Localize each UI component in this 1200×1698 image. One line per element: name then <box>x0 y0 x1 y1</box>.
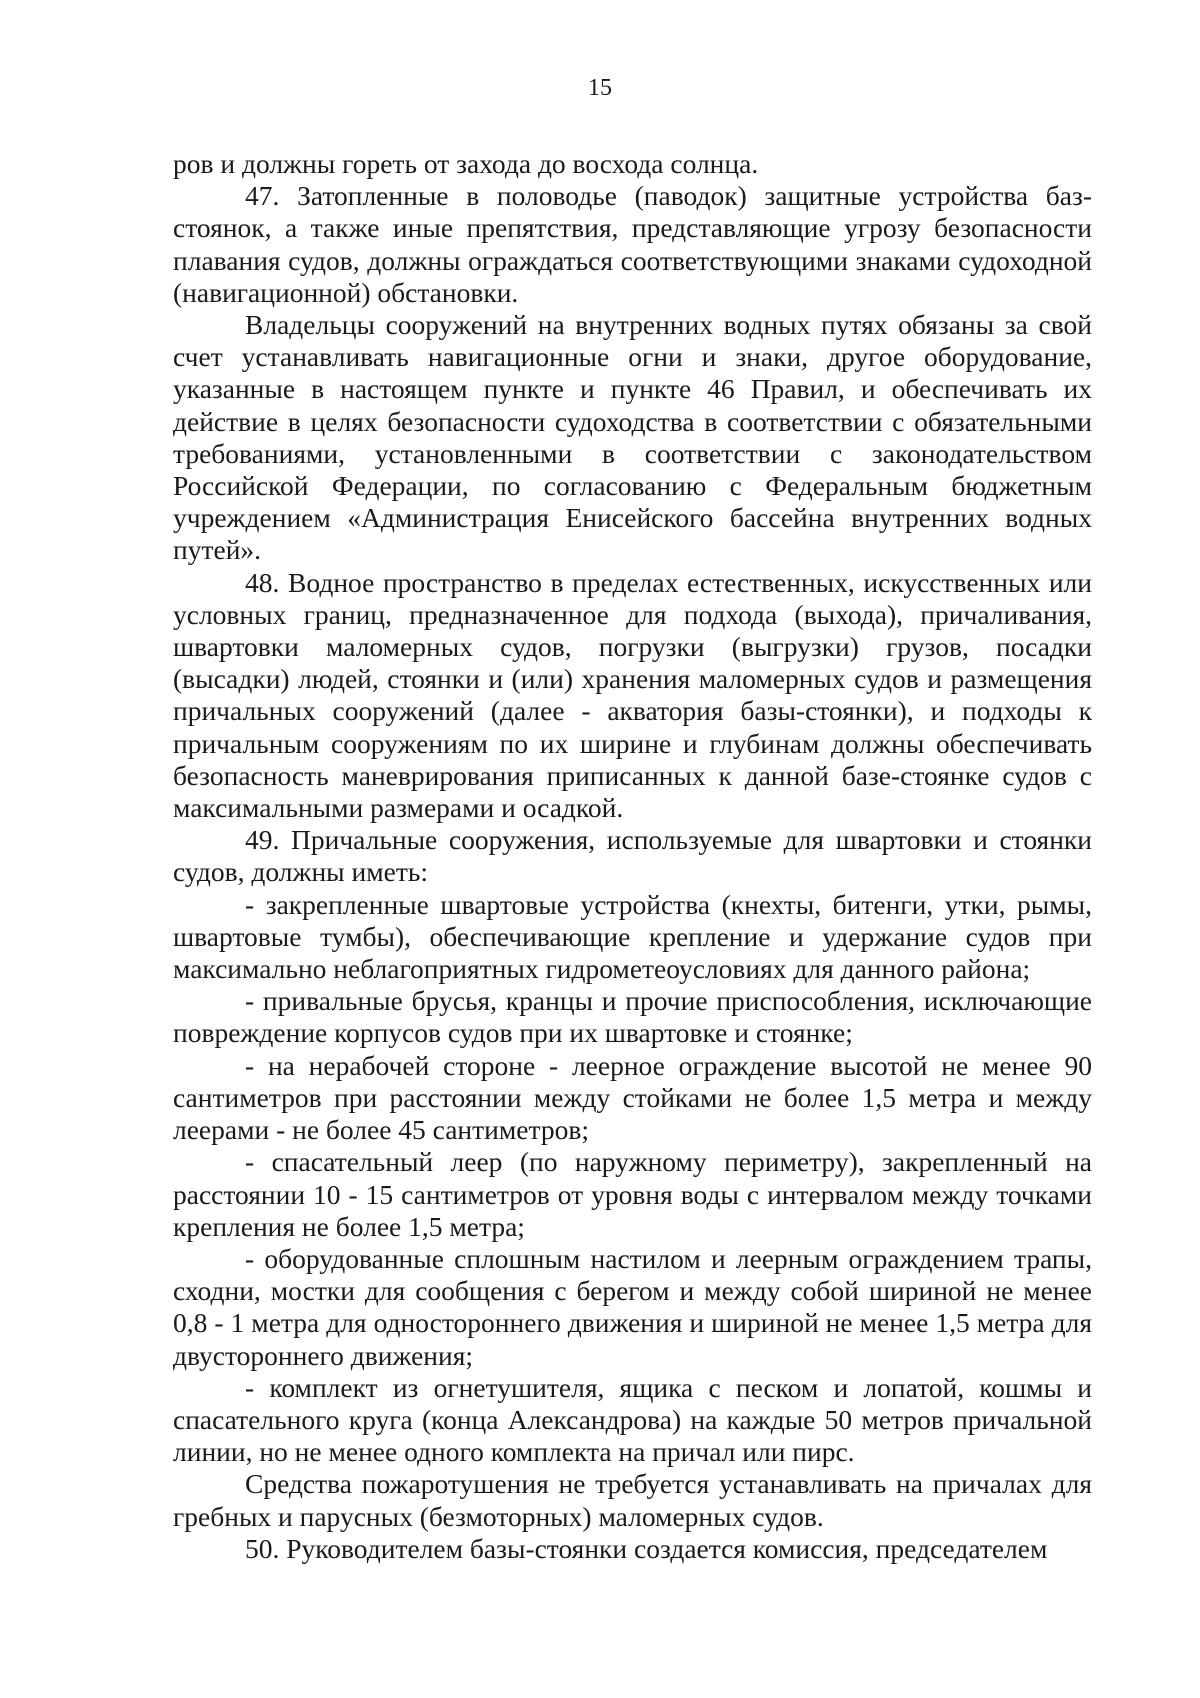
paragraph-fire-exemption: Средства пожаротушения не требуется устанавливать на причалах для гребных и парусных (безмоторных) маломерных судов. <box>173 1468 1092 1532</box>
document-body <box>173 148 1092 1565</box>
list-item-gangways: - оборудованные сплошным настилом и леерным ограждением трапы, сходни, мостки для сообщения с берегом и между собой шириной не менее 0,8 - 1 метра для одностороннего движения и шириной не менее 1,5 метра для двустороннего движения; <box>173 1242 1092 1371</box>
paragraph-item-50: 50. Руководителем базы-стоянки создается комиссия, председателем <box>245 1532 1048 1564</box>
paragraph-item-48: 48. Водное пространство в пределах естественных, искусственных или условных границ, предназначенное для подхода (выхода), причаливания, швартовки маломерных судов, погрузки (выгрузки) грузов, посадки (высадки) людей, стоянки и (или) хранения маломерных судов и размещения причальных сооружений (далее - акватория базы-стоянки), и подходы к причальным сооружениям по их ширине и глубинам должны обеспечивать безопасность маневрирования приписанных к данной базе-стоянке судов с максимальными размерами и осадкой. <box>173 566 1092 824</box>
paragraph-owners-obligations: Владельцы сооружений на внутренних водных путях обязаны за свой счет устанавливать навигационные огни и знаки, другое оборудование, указанные в настоящем пункте и пункте 46 Правил, и обеспечивать их действие в целях безопасности судоходства в соответствии с обязательными требованиями, установленными в соответствии с законодательством Российской Федерации, по согласованию с Федеральным бюджетным учреждением «Администрация Енисейского бассейна внутренних водных путей». <box>173 309 1092 566</box>
list-item-rescue-line: - спасательный леер (по наружному периметру), закрепленный на расстоянии 10 - 15 сантиметров от уровня воды с интервалом между точками крепления не более 1,5 метра; <box>173 1146 1092 1242</box>
list-item-fire-kit: - комплект из огнетушителя, ящика с песком и лопатой, кошмы и спасательного круга (конца Александрова) на каждые 50 метров причальной линии, но не менее одного комплекта на причал или пирс. <box>173 1371 1092 1468</box>
paragraph-item-49: 49. Причальные сооружения, используемые для швартовки и стоянки судов, должны иметь: <box>173 824 1092 888</box>
list-item-railing: - на нерабочей стороне - леерное ограждение высотой не менее 90 сантиметров при расстоянии между стойками не более 1,5 метра и между леерами - не более 45 сантиметров; <box>173 1049 1092 1146</box>
paragraph-item-47: 47. Затопленные в половодье (паводок) защитные устройства баз-стоянок, а также иные препятствия, представляющие угрозу безопасности плавания судов, должны ограждаться соответствующими знаками судоходной (навигационной) обстановки. <box>173 180 1092 308</box>
paragraph-continuation: ров и должны гореть от захода до восхода солнца. <box>173 148 759 179</box>
page-number: 15 <box>588 75 612 101</box>
list-item-mooring-devices: - закрепленные швартовые устройства (кнехты, битенги, утки, рымы, швартовые тумбы), обеспечивающие крепление и удержание судов при максимально неблагоприятных гидрометеоусловиях для данного района; <box>173 888 1092 985</box>
list-item-fenders: - привальные брусья, кранцы и прочие приспособления, исключающие повреждение корпусов судов при их швартовке и стоянке; <box>173 985 1092 1049</box>
